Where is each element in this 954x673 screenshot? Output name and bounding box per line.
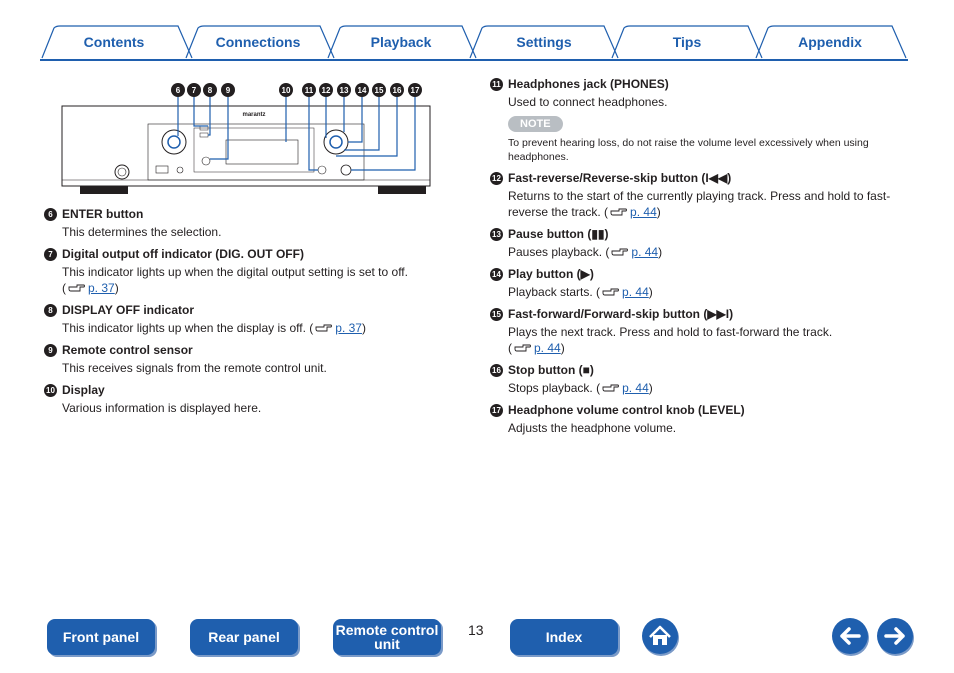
item-desc: Playback starts. — [508, 285, 593, 299]
page-ref[interactable]: ( p. 44 ) — [604, 205, 661, 219]
note-badge: NOTE — [508, 116, 563, 132]
item-title: Headphones jack (PHONES) — [508, 77, 669, 91]
item-desc-wrap — [490, 284, 920, 300]
callout-14-label: 14 — [357, 86, 367, 95]
page-ref-link[interactable]: p. 44 — [631, 245, 659, 259]
tab-contents[interactable]: Contents — [83, 34, 145, 50]
page-ref[interactable]: ( p. 44 ) — [596, 285, 653, 299]
item-number: 6 — [44, 208, 57, 221]
item-title: Stop button (■) — [508, 363, 594, 377]
top-tab-bar — [0, 0, 954, 64]
item-number: 8 — [44, 304, 57, 317]
item-title: Display — [62, 383, 105, 397]
item-desc: This receives signals from the remote control unit. — [62, 361, 327, 375]
callout-7-label: 7 — [191, 86, 197, 95]
item-desc: Various information is displayed here. — [62, 401, 262, 415]
left-column — [44, 206, 464, 422]
pointing-hand-icon — [68, 282, 86, 294]
note-box — [490, 114, 920, 164]
item-number: 17 — [490, 404, 503, 417]
item-dig-out-off — [44, 246, 464, 296]
pointing-hand-icon — [610, 206, 628, 218]
item-desc-wrap — [490, 188, 920, 220]
tab-tips[interactable]: Tips — [672, 34, 702, 50]
page-ref[interactable]: ( p. 37 ) — [309, 321, 366, 335]
item-desc-wrap — [490, 324, 920, 356]
pointing-hand-icon — [514, 342, 532, 354]
item-desc: Plays the next track. Press and hold to fast-forward the track. — [508, 325, 833, 339]
item-number: 11 — [490, 78, 503, 91]
device-drawing — [60, 80, 432, 200]
item-desc: Returns to the start of the currently playing track. Press and hold to fast-reverse the track. — [508, 189, 891, 219]
callout-10-label: 10 — [281, 86, 291, 95]
item-title: Headphone volume control knob (LEVEL) — [508, 403, 745, 417]
pointing-hand-icon — [611, 246, 629, 258]
page-ref-link[interactable]: p. 44 — [622, 381, 649, 395]
item-number: 10 — [44, 384, 57, 397]
item-desc-wrap — [44, 264, 464, 296]
item-forward-skip — [490, 306, 920, 356]
front-panel-illustration — [60, 80, 432, 200]
item-desc: Adjusts the headphone volume. — [508, 421, 677, 435]
item-desc-wrap — [490, 380, 920, 396]
page-number: 13 — [468, 622, 484, 638]
item-remote-sensor — [44, 342, 464, 376]
tab-appendix[interactable]: Appendix — [798, 34, 862, 50]
home-icon — [642, 618, 678, 654]
callout-13-label: 13 — [339, 86, 349, 95]
note-text: To prevent hearing loss, do not raise the volume level excessively when using headphones. — [508, 137, 869, 163]
callout-12-label: 12 — [321, 86, 331, 95]
item-number: 13 — [490, 228, 503, 241]
front-panel-button[interactable]: Front panel — [47, 619, 155, 655]
back-button[interactable] — [832, 618, 868, 654]
callout-16-label: 16 — [392, 86, 402, 95]
forward-button[interactable] — [877, 618, 913, 654]
pointing-hand-icon — [602, 286, 620, 298]
page-ref[interactable]: ( p. 44 ) — [508, 341, 565, 355]
item-title: ENTER button — [62, 207, 144, 221]
item-display — [44, 382, 464, 416]
page-ref-link[interactable]: p. 44 — [534, 341, 561, 355]
item-stop-button — [490, 362, 920, 396]
pointing-hand-icon — [602, 382, 620, 394]
tab-connections[interactable]: Connections — [215, 34, 301, 50]
page-ref-link[interactable]: p. 44 — [622, 285, 649, 299]
item-desc-wrap — [490, 244, 920, 260]
home-button[interactable] — [642, 618, 678, 654]
page-ref-link[interactable]: p. 37 — [335, 321, 362, 335]
item-enter-button — [44, 206, 464, 240]
item-display-off — [44, 302, 464, 336]
item-number: 9 — [44, 344, 57, 357]
item-number: 16 — [490, 364, 503, 377]
item-reverse-skip — [490, 170, 920, 220]
item-desc: Stops playback. — [508, 381, 593, 395]
item-title: Fast-reverse/Reverse-skip button (I◀◀) — [508, 171, 732, 185]
item-number: 12 — [490, 172, 503, 185]
remote-control-button[interactable]: Remote control unit — [333, 619, 441, 655]
item-title: Fast-forward/Forward-skip button (▶▶I) — [508, 307, 734, 321]
tab-settings[interactable]: Settings — [516, 34, 572, 50]
callout-15-label: 15 — [374, 86, 384, 95]
page-ref-link[interactable]: p. 44 — [630, 205, 657, 219]
page-ref[interactable]: ( p. 37 ) — [62, 281, 119, 295]
device-brand: marantz — [242, 112, 266, 118]
item-pause-button — [490, 226, 920, 260]
item-desc: This indicator lights up when the digital output setting is set to off. — [62, 265, 408, 279]
pointing-hand-icon — [315, 322, 333, 334]
tab-playback[interactable]: Playback — [370, 34, 432, 50]
item-desc: Pauses playback. — [508, 245, 603, 259]
item-play-button — [490, 266, 920, 300]
item-desc: This determines the selection. — [62, 225, 222, 239]
item-title: DISPLAY OFF indicator — [62, 303, 195, 317]
callout-11-label: 11 — [304, 86, 314, 95]
item-headphones-jack — [490, 76, 920, 110]
item-title: Remote control sensor — [62, 343, 193, 357]
item-desc: Used to connect headphones. — [508, 95, 668, 109]
index-button[interactable]: Index — [510, 619, 618, 655]
item-desc: This indicator lights up when the display is off. — [62, 321, 306, 335]
page-ref[interactable]: ( p. 44 ) — [596, 381, 653, 395]
item-desc-wrap — [44, 320, 464, 336]
right-column — [490, 76, 920, 442]
item-title: Pause button (▮▮) — [508, 227, 609, 241]
rear-panel-button[interactable]: Rear panel — [190, 619, 298, 655]
callout-17-label: 17 — [410, 86, 420, 95]
item-title: Digital output off indicator (DIG. OUT OFF) — [62, 247, 304, 261]
item-number: 14 — [490, 268, 503, 281]
callout-9-label: 9 — [225, 86, 231, 95]
arrow-left-icon — [832, 618, 868, 654]
callout-6-label: 6 — [175, 86, 181, 95]
item-level-knob — [490, 402, 920, 436]
page-ref[interactable]: ( p. 44 ) — [605, 245, 663, 259]
callout-8-label: 8 — [207, 86, 213, 95]
page-ref-link[interactable]: p. 37 — [88, 281, 115, 295]
item-number: 7 — [44, 248, 57, 261]
arrow-right-icon — [877, 618, 913, 654]
item-title: Play button (▶) — [508, 267, 594, 281]
item-number: 15 — [490, 308, 503, 321]
